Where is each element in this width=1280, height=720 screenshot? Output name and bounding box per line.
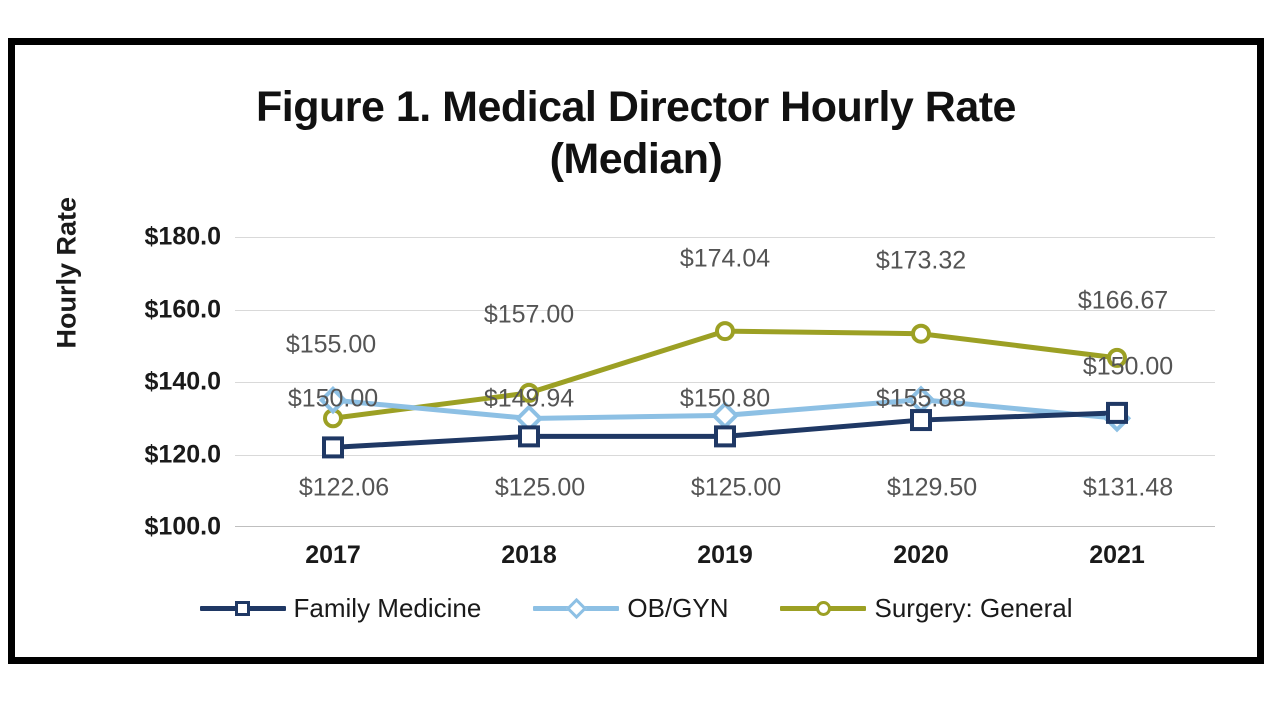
- label-family-2018: $125.00: [494, 473, 586, 502]
- legend-label-surgery-general: Surgery: General: [874, 593, 1073, 623]
- x-tick-2020: 2020: [893, 541, 949, 569]
- label-surgery-2017: $150.00: [287, 384, 379, 413]
- legend-label-obgyn: OB/GYN: [627, 593, 729, 623]
- marker-family-2021: [1108, 404, 1126, 422]
- label-family-2017: $122.06: [298, 473, 390, 502]
- label-surgery-2021: $166.67: [1077, 286, 1169, 315]
- chart-legend: [15, 593, 1257, 624]
- x-tick-2018: 2018: [501, 541, 557, 569]
- y-tick-120: $120.0: [144, 440, 221, 468]
- legend-label-family-medicine: Family Medicine: [293, 593, 482, 623]
- marker-surgery-2019: [717, 323, 733, 339]
- x-tick-2017: 2017: [305, 541, 361, 569]
- legend-swatch-family-medicine: [200, 598, 286, 620]
- plot-area: [144, 222, 1215, 569]
- label-obgyn-2018: $149.94: [483, 384, 575, 413]
- y-tick-180: $180.0: [144, 222, 221, 251]
- chart-title-line1: Figure 1. Medical Director Hourly Rate: [256, 83, 1016, 131]
- legend-item-surgery-general[interactable]: [780, 593, 1072, 624]
- label-surgery-2018: $157.00: [483, 300, 575, 329]
- label-surgery-2020: $173.32: [875, 246, 967, 275]
- x-tick-2021: 2021: [1089, 541, 1145, 569]
- label-obgyn-2019: $150.80: [679, 384, 771, 413]
- label-surgery-2019: $174.04: [679, 244, 771, 273]
- x-tick-2019: 2019: [697, 541, 753, 569]
- legend-item-family-medicine[interactable]: [200, 593, 482, 624]
- y-tick-100: $100.0: [144, 512, 221, 541]
- y-axis-title: Hourly Rate: [51, 196, 82, 349]
- label-obgyn-2017: $155.00: [285, 330, 377, 359]
- marker-family-2018: [520, 427, 538, 445]
- chart-frame: [8, 38, 1264, 664]
- marker-surgery-2020: [913, 326, 929, 342]
- marker-family-2017: [324, 438, 342, 456]
- label-family-2021: $131.48: [1082, 473, 1174, 502]
- legend-swatch-obgyn: [533, 598, 619, 620]
- y-tick-160: $160.0: [144, 295, 221, 323]
- chart-title: [15, 81, 1257, 186]
- label-obgyn-2020: $155.88: [875, 384, 967, 413]
- label-family-2019: $125.00: [690, 473, 782, 502]
- label-obgyn-2021: $150.00: [1082, 352, 1174, 381]
- legend-item-obgyn[interactable]: [533, 593, 728, 624]
- y-tick-140: $140.0: [144, 367, 221, 396]
- marker-family-2019: [716, 427, 734, 445]
- marker-family-2020: [912, 411, 930, 429]
- legend-swatch-surgery-general: [780, 598, 866, 620]
- label-family-2020: $129.50: [886, 473, 978, 502]
- chart-title-line2: (Median): [549, 135, 723, 184]
- chart-figure: [15, 45, 1257, 657]
